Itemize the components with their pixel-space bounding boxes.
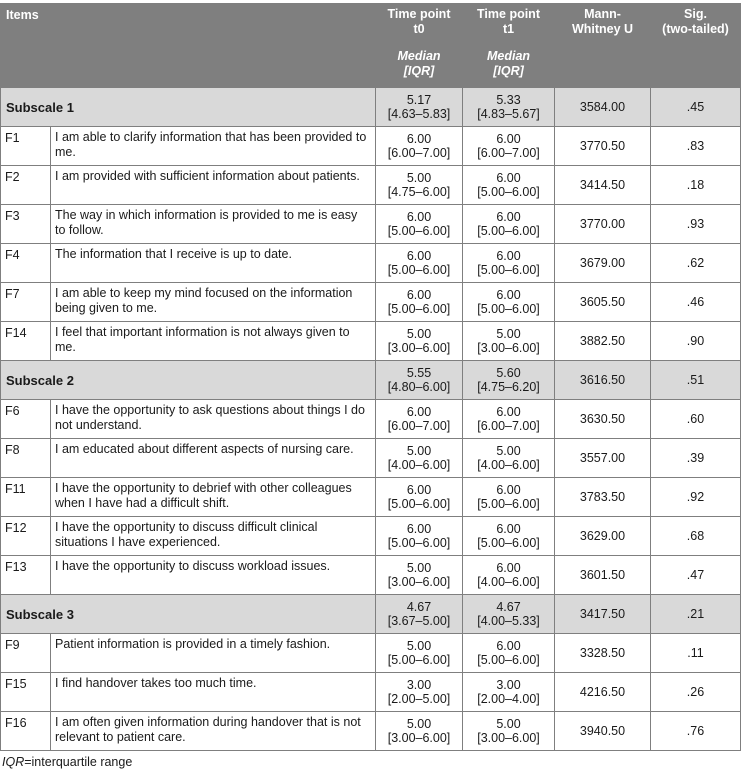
sig-cell: .60 <box>651 400 741 439</box>
mann-whitney-cell: 3940.50 <box>555 712 651 751</box>
t1-cell <box>463 634 555 673</box>
sig-cell: .45 <box>651 88 741 127</box>
t0-cell-median: 6.00 <box>406 482 432 497</box>
mann-whitney-cell: 3616.50 <box>555 361 651 400</box>
t1-cell-median: 3.00 <box>496 677 521 692</box>
t1-cell-iqr: [2.00–4.00] <box>477 692 540 706</box>
item-text: I have the opportunity to discuss workload issues. <box>51 556 376 595</box>
item-code: F12 <box>1 517 51 556</box>
t0-cell <box>376 400 463 439</box>
t0-cell-median: 5.00 <box>406 638 432 653</box>
mann-whitney-cell: 3770.00 <box>555 205 651 244</box>
item-text: I have the opportunity to ask questions about things I do not understand. <box>51 400 376 439</box>
item-row <box>1 634 741 673</box>
t1-cell-iqr: [5.00–6.00] <box>477 185 540 199</box>
sig-cell: .26 <box>651 673 741 712</box>
item-text: The information that I receive is up to date. <box>51 244 376 283</box>
sig-cell: .51 <box>651 361 741 400</box>
t0-cell-iqr: [3.67–5.00] <box>387 614 451 628</box>
item-row <box>1 283 741 322</box>
mann-whitney-cell: 3417.50 <box>555 595 651 634</box>
t0-cell <box>376 439 463 478</box>
mann-whitney-cell: 4216.50 <box>555 673 651 712</box>
t1-cell-iqr: [5.00–6.00] <box>477 653 540 667</box>
t0-cell-iqr: [5.00–6.00] <box>387 224 451 238</box>
t1-cell-median: 6.00 <box>496 209 521 224</box>
sig-header: Sig. (two-tailed) <box>651 4 741 88</box>
t1-cell-median: 6.00 <box>496 404 521 419</box>
t0-cell <box>376 127 463 166</box>
t1-cell-iqr: [4.00–6.00] <box>477 575 540 589</box>
item-code: F6 <box>1 400 51 439</box>
t0-median-header: Median [IQR] <box>376 47 463 88</box>
t0-cell-median: 6.00 <box>406 209 432 224</box>
item-text: I feel that important information is not always given to me. <box>51 322 376 361</box>
t0-cell-median: 5.00 <box>406 443 432 458</box>
mann-whitney-cell: 3328.50 <box>555 634 651 673</box>
item-code: F11 <box>1 478 51 517</box>
item-text: I have the opportunity to discuss difficult clinical situations I have experienced. <box>51 517 376 556</box>
table-body <box>1 88 741 751</box>
t0-cell <box>376 634 463 673</box>
t0-cell-median: 5.00 <box>406 326 432 341</box>
item-row <box>1 244 741 283</box>
item-row <box>1 166 741 205</box>
t1-cell-iqr: [5.00–6.00] <box>477 224 540 238</box>
item-row <box>1 127 741 166</box>
t1-cell-iqr: [4.75–6.20] <box>477 380 540 394</box>
mann-whitney-cell: 3783.50 <box>555 478 651 517</box>
item-code: F15 <box>1 673 51 712</box>
sig-cell: .46 <box>651 283 741 322</box>
t0-cell-iqr: [2.00–5.00] <box>387 692 451 706</box>
t0-cell-iqr: [5.00–6.00] <box>387 653 451 667</box>
t1-cell-median: 5.00 <box>496 443 521 458</box>
t0-cell-median: 6.00 <box>406 521 432 536</box>
item-row <box>1 400 741 439</box>
t0-cell-median: 5.55 <box>406 365 432 380</box>
mann-whitney-cell: 3584.00 <box>555 88 651 127</box>
item-text: I have the opportunity to debrief with other colleagues when I have had a difficult shift. <box>51 478 376 517</box>
t1-cell <box>463 244 555 283</box>
t0-cell <box>376 88 463 127</box>
item-row <box>1 478 741 517</box>
t0-cell-median: 3.00 <box>406 677 432 692</box>
mann-whitney-cell: 3630.50 <box>555 400 651 439</box>
t1-cell-iqr: [5.00–6.00] <box>477 302 540 316</box>
t0-cell <box>376 478 463 517</box>
t0-cell <box>376 595 463 634</box>
sig-cell: .92 <box>651 478 741 517</box>
t1-cell <box>463 673 555 712</box>
t0-cell-iqr: [3.00–6.00] <box>387 341 451 355</box>
item-code: F2 <box>1 166 51 205</box>
t0-cell-median: 6.00 <box>406 287 432 302</box>
t0-cell-median: 6.00 <box>406 131 432 146</box>
t1-cell-median: 5.00 <box>496 716 521 731</box>
t1-cell-median: 6.00 <box>496 560 521 575</box>
t0-cell <box>376 205 463 244</box>
subscale-label: Subscale 1 <box>1 88 376 127</box>
mann-whitney-cell: 3557.00 <box>555 439 651 478</box>
item-text: The way in which information is provided to me is easy to follow. <box>51 205 376 244</box>
mann-whitney-cell: 3770.50 <box>555 127 651 166</box>
t1-cell-median: 5.33 <box>496 92 521 107</box>
t0-cell-median: 5.17 <box>406 92 432 107</box>
t0-cell <box>376 283 463 322</box>
footnote-text: =interquartile range <box>24 755 133 769</box>
item-row <box>1 673 741 712</box>
t1-header: Time point t1 <box>463 4 555 47</box>
t0-cell-iqr: [3.00–6.00] <box>387 731 451 745</box>
t0-cell <box>376 244 463 283</box>
t1-cell-median: 6.00 <box>496 131 521 146</box>
t0-cell <box>376 322 463 361</box>
t1-cell-iqr: [3.00–6.00] <box>477 731 540 745</box>
item-code: F1 <box>1 127 51 166</box>
subscale-row <box>1 595 741 634</box>
t0-cell-median: 4.67 <box>406 599 432 614</box>
t1-cell-iqr: [3.00–6.00] <box>477 341 540 355</box>
t1-cell <box>463 88 555 127</box>
item-code: F9 <box>1 634 51 673</box>
t1-cell <box>463 361 555 400</box>
t0-header: Time point t0 <box>376 4 463 47</box>
mann-whitney-cell: 3605.50 <box>555 283 651 322</box>
item-row <box>1 517 741 556</box>
sig-cell: .21 <box>651 595 741 634</box>
t1-cell-median: 6.00 <box>496 170 521 185</box>
t1-cell <box>463 478 555 517</box>
t1-cell <box>463 439 555 478</box>
sig-cell: .68 <box>651 517 741 556</box>
t1-cell <box>463 517 555 556</box>
t1-cell-median: 6.00 <box>496 248 521 263</box>
t1-median-header: Median [IQR] <box>463 47 555 88</box>
items-header: Items <box>1 4 376 88</box>
item-text: I find handover takes too much time. <box>51 673 376 712</box>
item-row <box>1 322 741 361</box>
t1-cell-median: 6.00 <box>496 482 521 497</box>
item-row <box>1 439 741 478</box>
t0-cell-iqr: [5.00–6.00] <box>387 263 451 277</box>
t0-cell-median: 5.00 <box>406 170 432 185</box>
t0-cell <box>376 712 463 751</box>
item-code: F16 <box>1 712 51 751</box>
sig-cell: .39 <box>651 439 741 478</box>
item-row <box>1 712 741 751</box>
item-text: I am often given information during handover that is not relevant to patient care. <box>51 712 376 751</box>
sig-cell: .93 <box>651 205 741 244</box>
item-code: F7 <box>1 283 51 322</box>
item-text: I am able to keep my mind focused on the information being given to me. <box>51 283 376 322</box>
subscale-label: Subscale 3 <box>1 595 376 634</box>
item-text: I am provided with sufficient information about patients. <box>51 166 376 205</box>
t1-cell <box>463 127 555 166</box>
t1-cell-median: 5.00 <box>496 326 521 341</box>
item-code: F13 <box>1 556 51 595</box>
t1-cell-iqr: [5.00–6.00] <box>477 536 540 550</box>
t0-cell-median: 6.00 <box>406 404 432 419</box>
sig-cell: .90 <box>651 322 741 361</box>
footnote <box>2 755 741 769</box>
t1-cell-median: 6.00 <box>496 521 521 536</box>
sig-cell: .76 <box>651 712 741 751</box>
header-row <box>1 4 741 47</box>
t0-cell-iqr: [4.80–6.00] <box>387 380 451 394</box>
t1-cell <box>463 595 555 634</box>
t1-cell-median: 6.00 <box>496 287 521 302</box>
t1-cell-median: 4.67 <box>496 599 521 614</box>
t0-cell-iqr: [4.00–6.00] <box>387 458 451 472</box>
t0-cell-iqr: [6.00–7.00] <box>387 146 451 160</box>
mann-whitney-header: Mann- Whitney U <box>555 4 651 88</box>
t1-cell-median: 5.60 <box>496 365 521 380</box>
t1-cell-iqr: [4.00–6.00] <box>477 458 540 472</box>
item-code: F8 <box>1 439 51 478</box>
t0-cell-iqr: [6.00–7.00] <box>387 419 451 433</box>
sig-cell: .47 <box>651 556 741 595</box>
t1-cell <box>463 556 555 595</box>
t0-cell <box>376 517 463 556</box>
t0-cell <box>376 556 463 595</box>
t0-cell-median: 6.00 <box>406 248 432 263</box>
sig-cell: .62 <box>651 244 741 283</box>
t0-cell <box>376 166 463 205</box>
item-row <box>1 205 741 244</box>
t1-cell-iqr: [6.00–7.00] <box>477 146 540 160</box>
footnote-abbr: IQR <box>2 755 25 769</box>
sig-cell: .11 <box>651 634 741 673</box>
t0-cell <box>376 361 463 400</box>
results-table <box>0 3 741 751</box>
t0-cell-iqr: [5.00–6.00] <box>387 497 451 511</box>
sig-cell: .18 <box>651 166 741 205</box>
t0-cell-iqr: [3.00–6.00] <box>387 575 451 589</box>
item-row <box>1 556 741 595</box>
t1-cell <box>463 205 555 244</box>
t0-cell-iqr: [5.00–6.00] <box>387 302 451 316</box>
t1-cell-iqr: [6.00–7.00] <box>477 419 540 433</box>
mann-whitney-cell: 3601.50 <box>555 556 651 595</box>
t1-cell-median: 6.00 <box>496 638 521 653</box>
t1-cell <box>463 166 555 205</box>
sig-cell: .83 <box>651 127 741 166</box>
t1-cell-iqr: [5.00–6.00] <box>477 263 540 277</box>
t0-cell-iqr: [5.00–6.00] <box>387 536 451 550</box>
mann-whitney-cell: 3414.50 <box>555 166 651 205</box>
t1-cell <box>463 322 555 361</box>
t0-cell-iqr: [4.75–6.00] <box>387 185 451 199</box>
item-code: F14 <box>1 322 51 361</box>
item-text: Patient information is provided in a timely fashion. <box>51 634 376 673</box>
t1-cell <box>463 400 555 439</box>
subscale-row <box>1 361 741 400</box>
t1-cell <box>463 283 555 322</box>
t0-cell-iqr: [4.63–5.83] <box>387 107 451 121</box>
item-text: I am educated about different aspects of nursing care. <box>51 439 376 478</box>
item-text: I am able to clarify information that has been provided to me. <box>51 127 376 166</box>
item-code: F4 <box>1 244 51 283</box>
item-code: F3 <box>1 205 51 244</box>
t0-cell-median: 5.00 <box>406 560 432 575</box>
t1-cell-iqr: [5.00–6.00] <box>477 497 540 511</box>
t0-cell <box>376 673 463 712</box>
t1-cell-iqr: [4.83–5.67] <box>477 107 540 121</box>
mann-whitney-cell: 3629.00 <box>555 517 651 556</box>
mann-whitney-cell: 3882.50 <box>555 322 651 361</box>
t1-cell-iqr: [4.00–5.33] <box>477 614 540 628</box>
mann-whitney-cell: 3679.00 <box>555 244 651 283</box>
subscale-label: Subscale 2 <box>1 361 376 400</box>
t1-cell <box>463 712 555 751</box>
subscale-row <box>1 88 741 127</box>
t0-cell-median: 5.00 <box>406 716 432 731</box>
